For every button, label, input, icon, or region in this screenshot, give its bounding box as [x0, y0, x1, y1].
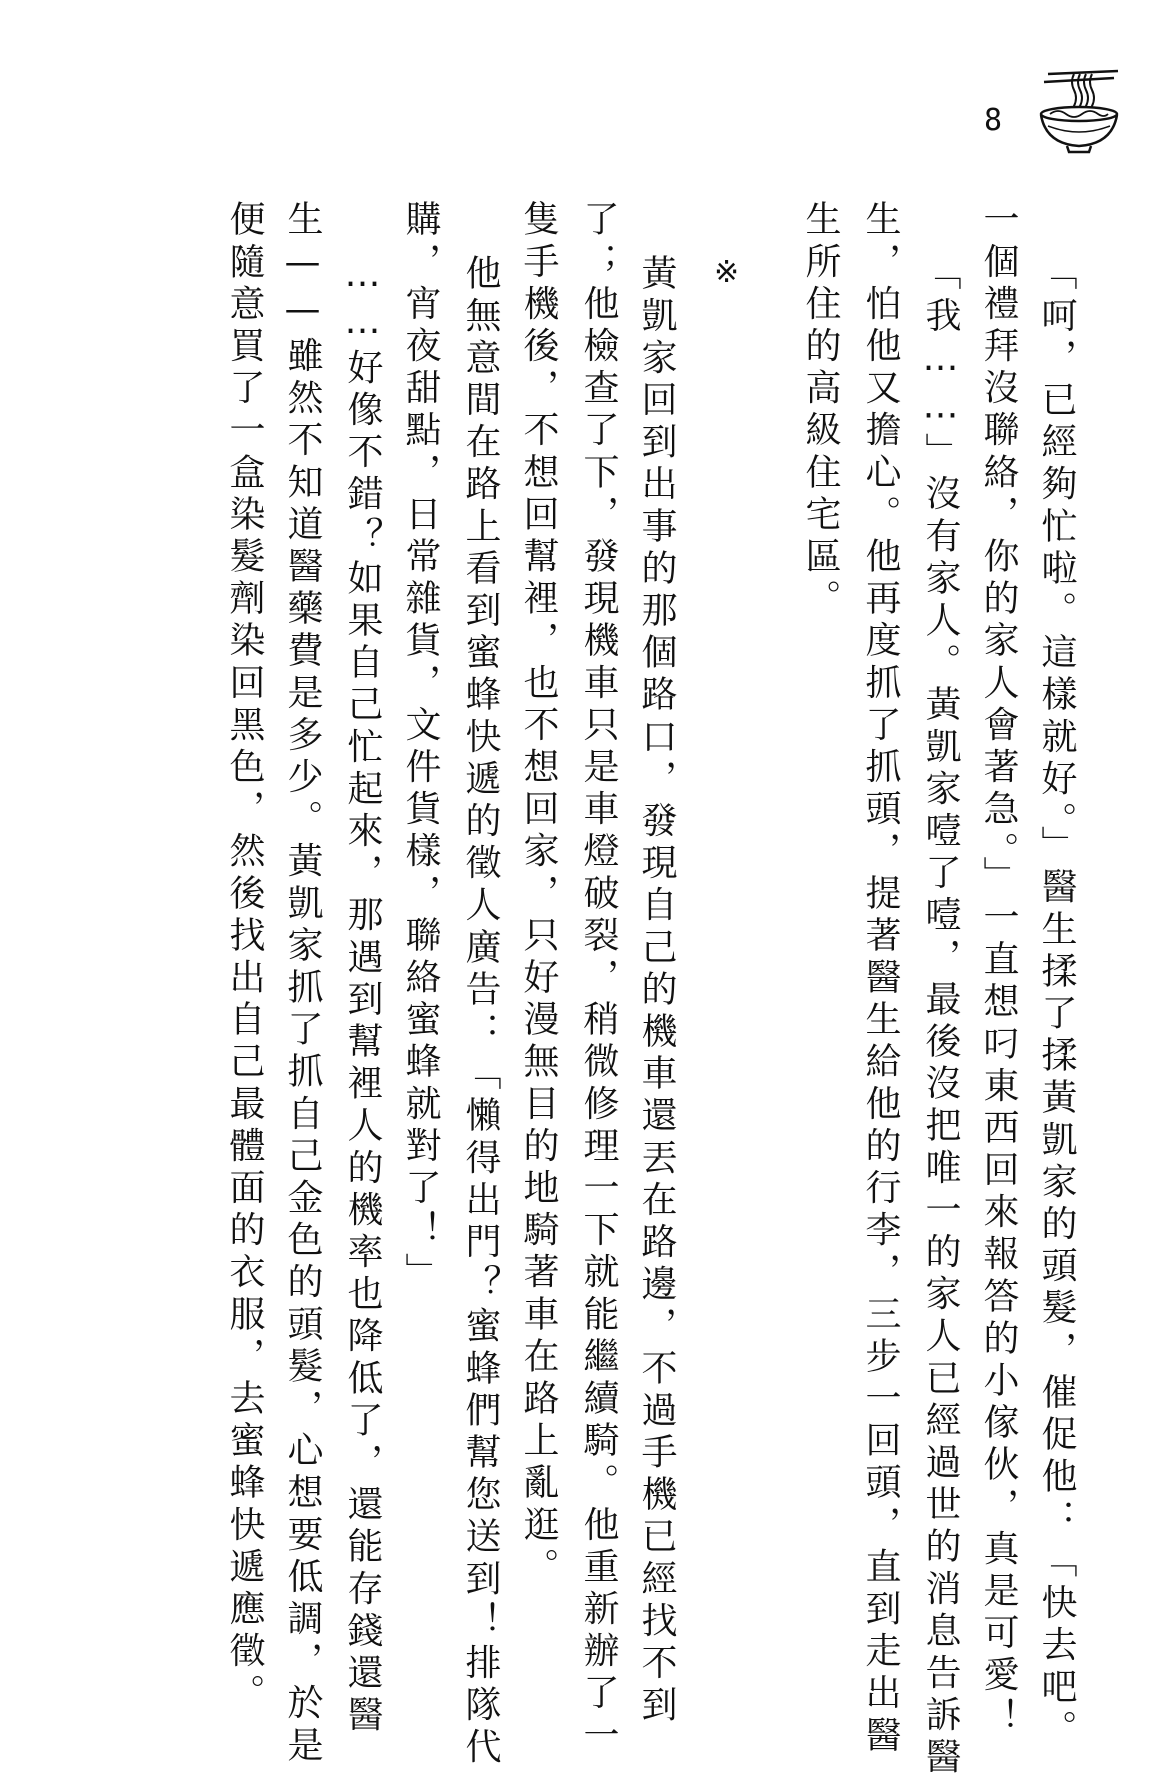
text-column-6: 黃凱家回到出事的那個路口，發現自己的機車還丟在路邊，不過手機已經找不到 — [636, 254, 677, 1728]
text-column-10: 購，宵夜甜點，日常雜貨，文件貨樣，聯絡蜜蜂就對了！」 — [400, 200, 441, 1295]
section-break-mark: ※ — [714, 255, 740, 290]
text-column-8: 隻手機後，不想回幫裡，也不想回家，只好漫無目的地騎著車在路上亂逛。 — [518, 200, 559, 1590]
text-column-11: ……好像不錯？如果自己忙起來，那遇到幫裡人的機率也降低了，還能存錢還醫 — [342, 254, 383, 1738]
text-column-5: 生所住的高級住宅區。 — [800, 200, 841, 621]
text-column-12: 生——雖然不知道醫藥費是多少。黃凱家抓了抓自己金色的頭髮，心想要低調，於是 — [282, 200, 323, 1768]
text-column-7: 了；他檢查了下，發現機車只是車燈破裂，稍微修理一下就能繼續騎。他重新辦了一 — [578, 200, 619, 1758]
text-column-1: 「呵，已經夠忙啦。這樣就好。」醫生揉了揉黃凱家的頭髮，催促他：「快去吧。 — [1036, 254, 1077, 1752]
text-column-4: 生，怕他又擔心。他再度抓了抓頭，提著醫生給他的行李，三步一回頭，直到走出醫 — [860, 200, 901, 1758]
text-column-2: 一個禮拜沒聯絡，你的家人會著急。」一直想叼東西回來報答的小傢伙，真是可愛！ — [978, 200, 1019, 1740]
text-column-13: 便隨意買了一盒染髮劑染回黑色，然後找出自己最體面的衣服，去蜜蜂快遞應徵。 — [224, 200, 265, 1716]
noodle-bowl-icon — [1034, 64, 1124, 154]
page-number: 8 — [984, 103, 1003, 138]
text-column-3: 「我……」沒有家人。黃凱家噎了噎，最後沒把唯一的家人已經過世的消息告訴醫 — [920, 254, 961, 1780]
text-column-9: 他無意間在路上看到蜜蜂快遞的徵人廣告：「懶得出門？蜜蜂們幫您送到！排隊代 — [460, 254, 501, 1770]
